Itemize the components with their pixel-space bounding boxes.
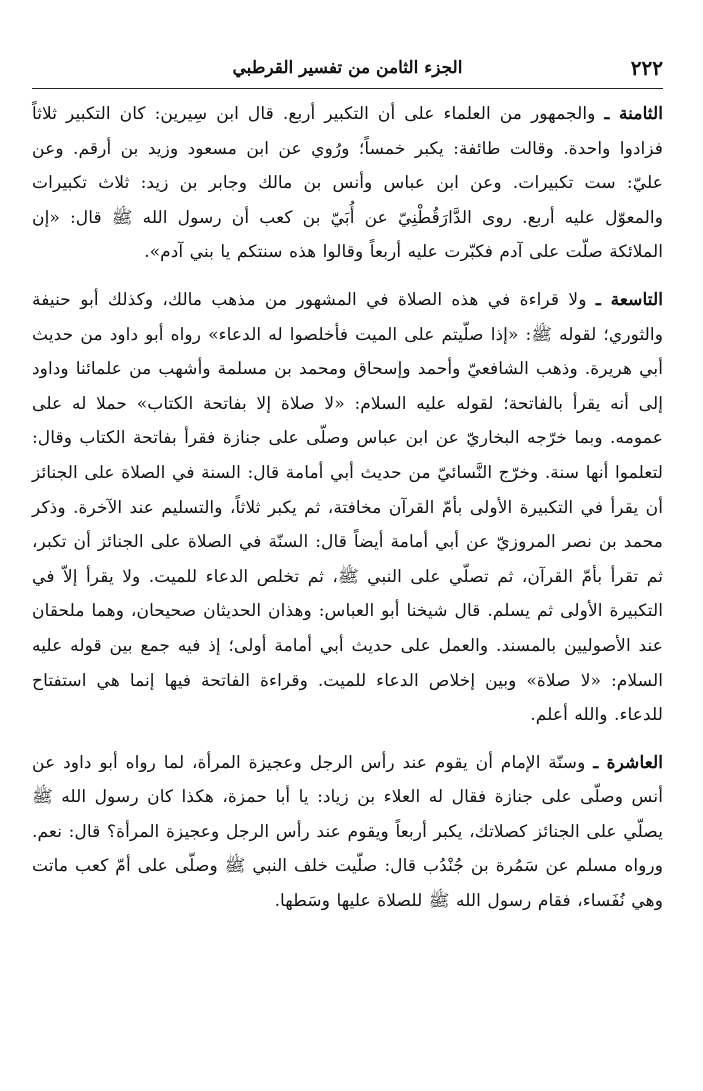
page-body xyxy=(32,97,663,919)
paragraph-tenth xyxy=(32,746,663,919)
paragraph-text: وسنّة الإمام أن يقوم عند رأس الرجل وعجيزة المرأة، لما رواه أبو داود عن أنس وصلّى على جنازة فقال له العلاء بن زياد: يا أبا حمزة، هكذا كان رسول الله ﷺ يصلّي على الجنائز كصلاتك، يكبر أربعاً ويقوم عند رأس الرجل وعجيزة المرأة؟ قال: نعم. ورواه مسلم عن سَمُرة بن جُنْدُب قال: صلّيت خلف النبي ﷺ وصلّى على أمّ كعب ماتت وهي نُفَساء، فقام رسول الله ﷺ للصلاة عليها وسَطها. xyxy=(32,752,663,912)
page-header xyxy=(32,54,663,89)
running-title: الجزء الثامن من تفسير القرطبي xyxy=(232,58,463,78)
page-number: ٢٢٢ xyxy=(630,56,663,80)
paragraph-keyword: الثامنة ـ xyxy=(604,104,664,124)
paragraph-text: والجمهور من العلماء على أن التكبير أربع. قال ابن سِيرين: كان التكبير ثلاثاً فزادوا واحدة. وقالت طائفة: يكبر خمساً؛ ورُوي عن ابن مسعود وزيد بن أرقم. وعن عليّ: ست تكبيرات. وعن ابن عباس وأنس بن مالك وجابر بن زيد: ثلاث تكبيرات والمعوّل عليه أربع. روى الدَّارَقُطْنِيّ عن أُبَيّ بن كعب أن رسول الله ﷺ قال: «إن الملائكة صلّت على آدم فكبّرت عليه أربعاً وقالوا هذه سنتكم يا بني آدم». xyxy=(32,104,663,263)
paragraph-keyword: التاسعة ـ xyxy=(595,289,663,310)
paragraph-ninth xyxy=(32,283,663,733)
book-page xyxy=(32,54,663,1081)
paragraph-keyword: العاشرة ـ xyxy=(593,752,663,773)
paragraph-eighth xyxy=(32,97,663,270)
paragraph-text: ولا قراءة في هذه الصلاة في المشهور من مذهب مالك، وكذلك أبو حنيفة والثوري؛ لقوله ﷺ: «إذا صلّيتم على الميت فأخلصوا له الدعاء» رواه أبو داود من حديث أبي هريرة. وذهب الشافعيّ وأحمد وإسحاق ومحمد بن مسلمة وأشهب من علمائنا وداود إلى أنه يقرأ بالفاتحة؛ لقوله عليه السلام: «لا صلاة إلا بفاتحة الكتاب» حملا له على عمومه. وبما خرّجه البخاريّ عن ابن عباس وصلّى على جنازة فقرأ بفاتحة الكتاب وقال: لتعلموا أنها سنة. وخرّج النَّسائيّ من حديث أبي أمامة قال: السنة في الصلاة على الجنائز أن يقرأ في التكبيرة الأولى بأمّ القرآن مخافتة، ثم يكبر ثلاثاً، والتسليم عند الآخرة. وذكر محمد بن نصر المروزيّ عن أبي أمامة أيضاً قال: السنّة في الصلاة على الجنائز أن تكبر، ثم تقرأ بأمّ القرآن، ثم تصلّي على النبي ﷺ، ثم تخلص الدعاء للميت. ولا يقرأ إلاّ في التكبيرة الأولى ثم يسلم. قال شيخنا أبو العباس: وهذان الحديثان صحيحان، وهما ملحقان عند الأصوليين بالمسند. والعمل على حديث أبي أمامة أولى؛ إذ فيه جمع بين قوله عليه السلام: «لا صلاة» وبين إخلاص الدعاء للميت. وقراءة الفاتحة فيها إنما هي استفتاح للدعاء. والله أعلم. xyxy=(32,289,663,726)
